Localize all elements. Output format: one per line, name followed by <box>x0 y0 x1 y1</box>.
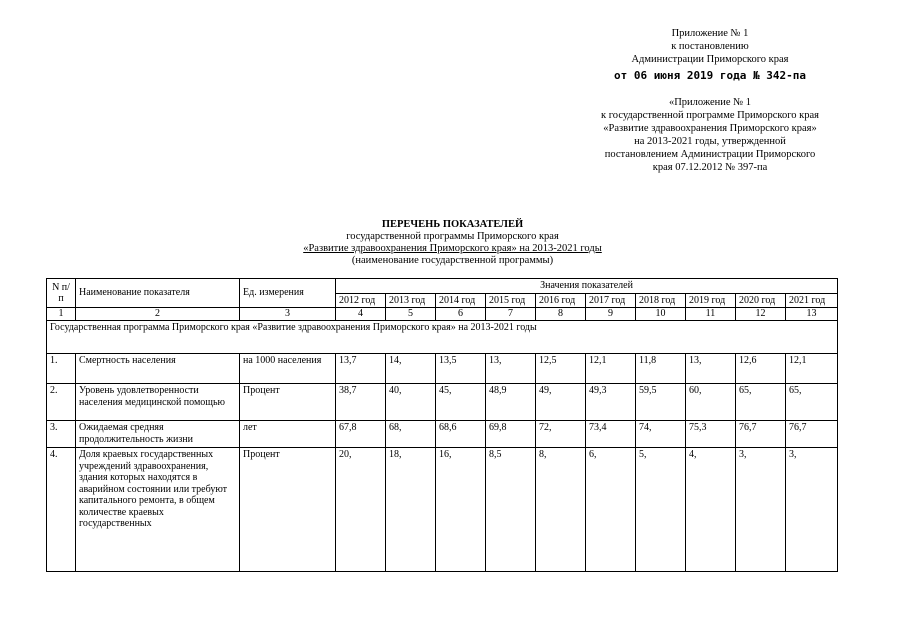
indicator-value: 67,8 <box>336 421 386 448</box>
indicator-value: 13, <box>486 354 536 384</box>
column-number: 4 <box>336 308 386 321</box>
indicator-value: 16, <box>436 448 486 572</box>
table-row <box>47 448 838 572</box>
indicator-value: 59,5 <box>636 384 686 421</box>
column-number: 2 <box>76 308 240 321</box>
indicator-value: 65, <box>736 384 786 421</box>
header-year: 2019 год <box>686 293 736 308</box>
section-row <box>47 321 838 354</box>
program-appendix-header <box>560 96 860 174</box>
indicator-value: 74, <box>636 421 686 448</box>
indicator-value: 60, <box>686 384 736 421</box>
header-year: 2017 год <box>586 293 636 308</box>
header-year: 2012 год <box>336 293 386 308</box>
indicator-value: 12,1 <box>786 354 838 384</box>
indicator-value: 72, <box>536 421 586 448</box>
indicator-value: 3, <box>736 448 786 572</box>
row-number: 4. <box>47 448 76 572</box>
indicator-value: 13, <box>686 354 736 384</box>
appendix-line: Приложение № 1 <box>671 28 749 39</box>
indicator-value: 69,8 <box>486 421 536 448</box>
title-program: «Развитие здравоохранения Приморского края» на 2013-2021 годы <box>303 243 602 254</box>
indicator-value: 6, <box>586 448 636 572</box>
header-year: 2021 год <box>786 293 838 308</box>
indicator-value: 12,5 <box>536 354 586 384</box>
appendix-line: к постановлению <box>671 41 749 52</box>
title-note: (наименование государственной программы) <box>351 255 554 266</box>
indicator-name: Доля краевых государственных учреждений здравоохранения, здания которых находятся в аварийном состоянии или требуют капитального ремонта, в общем количестве краевых государственных <box>76 448 240 572</box>
header-year: 2014 год <box>436 293 486 308</box>
indicator-value: 3, <box>786 448 838 572</box>
column-number: 8 <box>536 308 586 321</box>
section-title: Государственная программа Приморского края «Развитие здравоохранения Приморского края» на 2013-2021 годы <box>47 321 838 354</box>
indicator-value: 8,5 <box>486 448 536 572</box>
decree-stamp: от 06 июня 2019 года № 342-па <box>613 69 807 82</box>
indicator-value: 12,6 <box>736 354 786 384</box>
indicator-value: 68,6 <box>436 421 486 448</box>
column-number: 9 <box>586 308 636 321</box>
column-number: 13 <box>786 308 838 321</box>
indicator-value: 14, <box>386 354 436 384</box>
indicators-table <box>46 278 838 572</box>
indicator-value: 13,5 <box>436 354 486 384</box>
appendix-header <box>560 27 860 83</box>
unit-of-measure: Процент <box>240 448 336 572</box>
indicator-value: 45, <box>436 384 486 421</box>
header-year: 2018 год <box>636 293 686 308</box>
indicator-value: 65, <box>786 384 838 421</box>
indicator-value: 49,3 <box>586 384 636 421</box>
indicator-value: 18, <box>386 448 436 572</box>
indicator-value: 73,4 <box>586 421 636 448</box>
unit-of-measure: на 1000 населения <box>240 354 336 384</box>
column-numbers-row <box>47 308 838 321</box>
column-number: 3 <box>240 308 336 321</box>
program-appendix-line: постановлением Администрации Приморского <box>604 149 816 160</box>
title-sub: государственной программы Приморского края <box>346 231 559 242</box>
indicator-value: 38,7 <box>336 384 386 421</box>
indicator-value: 12,1 <box>586 354 636 384</box>
indicator-name: Уровень удовлетворенности населения медицинской помощью <box>76 384 240 421</box>
table-row <box>47 354 838 384</box>
indicator-value: 4, <box>686 448 736 572</box>
indicator-name: Смертность населения <box>76 354 240 384</box>
indicator-value: 8, <box>536 448 586 572</box>
indicator-value: 11,8 <box>636 354 686 384</box>
program-appendix-line: края 07.12.2012 № 397-па <box>652 162 768 173</box>
column-number: 11 <box>686 308 736 321</box>
indicator-value: 20, <box>336 448 386 572</box>
header-name: Наименование показателя <box>76 279 240 308</box>
program-appendix-line: «Приложение № 1 <box>668 97 752 108</box>
row-number: 1. <box>47 354 76 384</box>
header-year: 2013 год <box>386 293 436 308</box>
unit-of-measure: лет <box>240 421 336 448</box>
indicator-name: Ожидаемая средняя продолжительность жизни <box>76 421 240 448</box>
header-year: 2020 год <box>736 293 786 308</box>
row-number: 3. <box>47 421 76 448</box>
header-year: 2016 год <box>536 293 586 308</box>
header-num: N п/п <box>47 279 76 308</box>
column-number: 10 <box>636 308 686 321</box>
program-appendix-line: к государственной программе Приморского края <box>601 110 819 121</box>
program-appendix-line: на 2013-2021 годы, утвержденной <box>634 136 786 147</box>
header-unit: Ед. измерения <box>240 279 336 308</box>
document-title <box>230 219 675 267</box>
indicator-value: 76,7 <box>786 421 838 448</box>
title-main: ПЕРЕЧЕНЬ ПОКАЗАТЕЛЕЙ <box>381 219 524 230</box>
column-number: 5 <box>386 308 436 321</box>
indicator-value: 68, <box>386 421 436 448</box>
header-values: Значения показателей <box>336 279 838 294</box>
column-number: 12 <box>736 308 786 321</box>
table-row <box>47 421 838 448</box>
table-row <box>47 384 838 421</box>
indicator-value: 5, <box>636 448 686 572</box>
indicator-value: 76,7 <box>736 421 786 448</box>
unit-of-measure: Процент <box>240 384 336 421</box>
column-number: 7 <box>486 308 536 321</box>
indicator-value: 75,3 <box>686 421 736 448</box>
column-number: 1 <box>47 308 76 321</box>
indicator-value: 40, <box>386 384 436 421</box>
indicator-value: 48,9 <box>486 384 536 421</box>
appendix-line: Администрации Приморского края <box>631 54 789 65</box>
indicator-value: 13,7 <box>336 354 386 384</box>
header-row <box>47 279 838 294</box>
program-appendix-line: «Развитие здравоохранения Приморского края» <box>603 123 817 134</box>
header-year: 2015 год <box>486 293 536 308</box>
indicator-value: 49, <box>536 384 586 421</box>
row-number: 2. <box>47 384 76 421</box>
column-number: 6 <box>436 308 486 321</box>
